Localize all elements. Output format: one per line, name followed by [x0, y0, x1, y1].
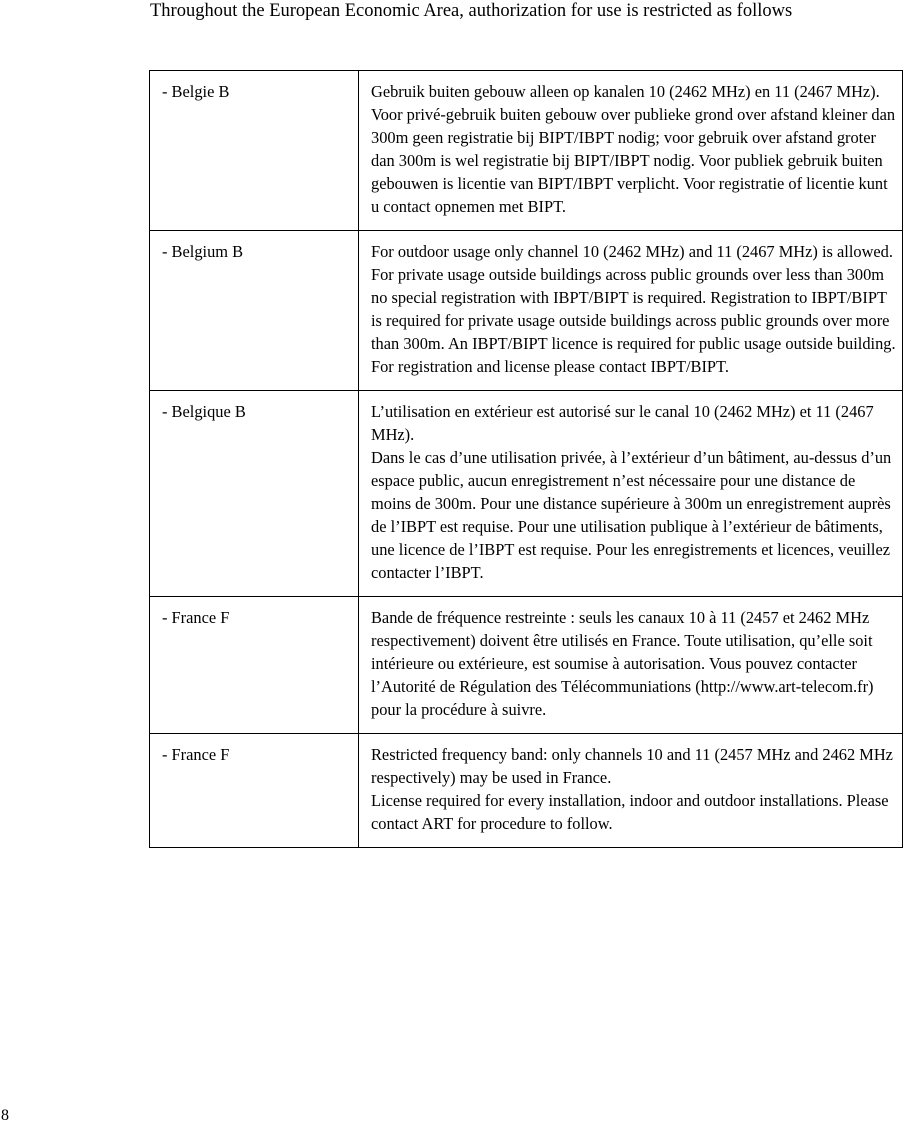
restriction-paragraph: License required for every installation, indoor and outdoor installations. Please contact ART for procedure to follow. — [371, 791, 889, 833]
table-row — [150, 734, 903, 848]
restriction-paragraph: Bande de fréquence restreinte : seuls les canaux 10 à 11 (2457 et 2462 MHz respectivement) doivent être utilisés en France. Toute utilisation, qu’elle soit intérieure ou extérieure, est soumise à autorisation. Vous pouvez contacter l’Autorité de Régulation des Télécommuniations (http://www.art-telecom.fr) pour la procédure à suivre. — [371, 608, 874, 719]
restrictions-table — [149, 70, 903, 848]
restriction-paragraph: For outdoor usage only channel 10 (2462 MHz) and 11 (2467 MHz) is allowed. — [371, 242, 893, 261]
restriction-text-cell — [359, 734, 903, 848]
intro-text: Throughout the European Economic Area, authorization for use is restricted as follows — [150, 1, 793, 21]
restriction-paragraph: For private usage outside buildings across public grounds over less than 300m no special registration with IBPT/BIPT is required. Registration to IBPT/BIPT is required for private usage outside buildings across public grounds over more than 300m. An IBPT/BIPT licence is required for public usage outside building. For registration and license please contact IBPT/BIPT. — [371, 265, 896, 376]
table-row — [150, 391, 903, 597]
restriction-text-cell — [359, 71, 903, 231]
restriction-paragraph: Restricted frequency band: only channels 10 and 11 (2457 MHz and 2462 MHz respectively) may be used in France. — [371, 745, 893, 787]
restriction-text-cell — [359, 391, 903, 597]
restriction-text-cell — [359, 231, 903, 391]
restriction-paragraph: Gebruik buiten gebouw alleen op kanalen 10 (2462 MHz) en 11 (2467 MHz). — [371, 82, 880, 101]
country-cell: - France F — [150, 597, 359, 734]
table-row — [150, 231, 903, 391]
country-cell: - Belgie B — [150, 71, 359, 231]
table-row — [150, 71, 903, 231]
country-cell: - Belgium B — [150, 231, 359, 391]
country-cell: - France F — [150, 734, 359, 848]
restriction-paragraph: L’utilisation en extérieur est autorisé sur le canal 10 (2462 MHz) et 11 (2467 MHz). — [371, 402, 874, 444]
table-row — [150, 597, 903, 734]
page-number: 8 — [1, 1107, 9, 1124]
country-cell: - Belgique B — [150, 391, 359, 597]
restriction-text-cell — [359, 597, 903, 734]
restriction-paragraph: Dans le cas d’une utilisation privée, à l’extérieur d’un bâtiment, au-dessus d’un espace public, aucun enregistrement n’est nécessaire pour une distance de moins de 300m. Pour une distance supérieure à 300m un enregistrement auprès de l’IBPT est requise. Pour une utilisation publique à l’extérieur de bâtiments, une licence de l’IBPT est requise. Pour les enregistrements et licences, veuillez contacter l’IBPT. — [371, 448, 892, 582]
restriction-paragraph: Voor privé-gebruik buiten gebouw over publieke grond over afstand kleiner dan 300m geen registratie bij BIPT/IBPT nodig; voor gebruik over afstand groter dan 300m is wel registratie bij BIPT/IBPT nodig. Voor publiek gebruik buiten gebouwen is licentie van BIPT/IBPT verplicht. Voor registratie of licentie kunt u contact opnemen met BIPT. — [371, 105, 896, 216]
